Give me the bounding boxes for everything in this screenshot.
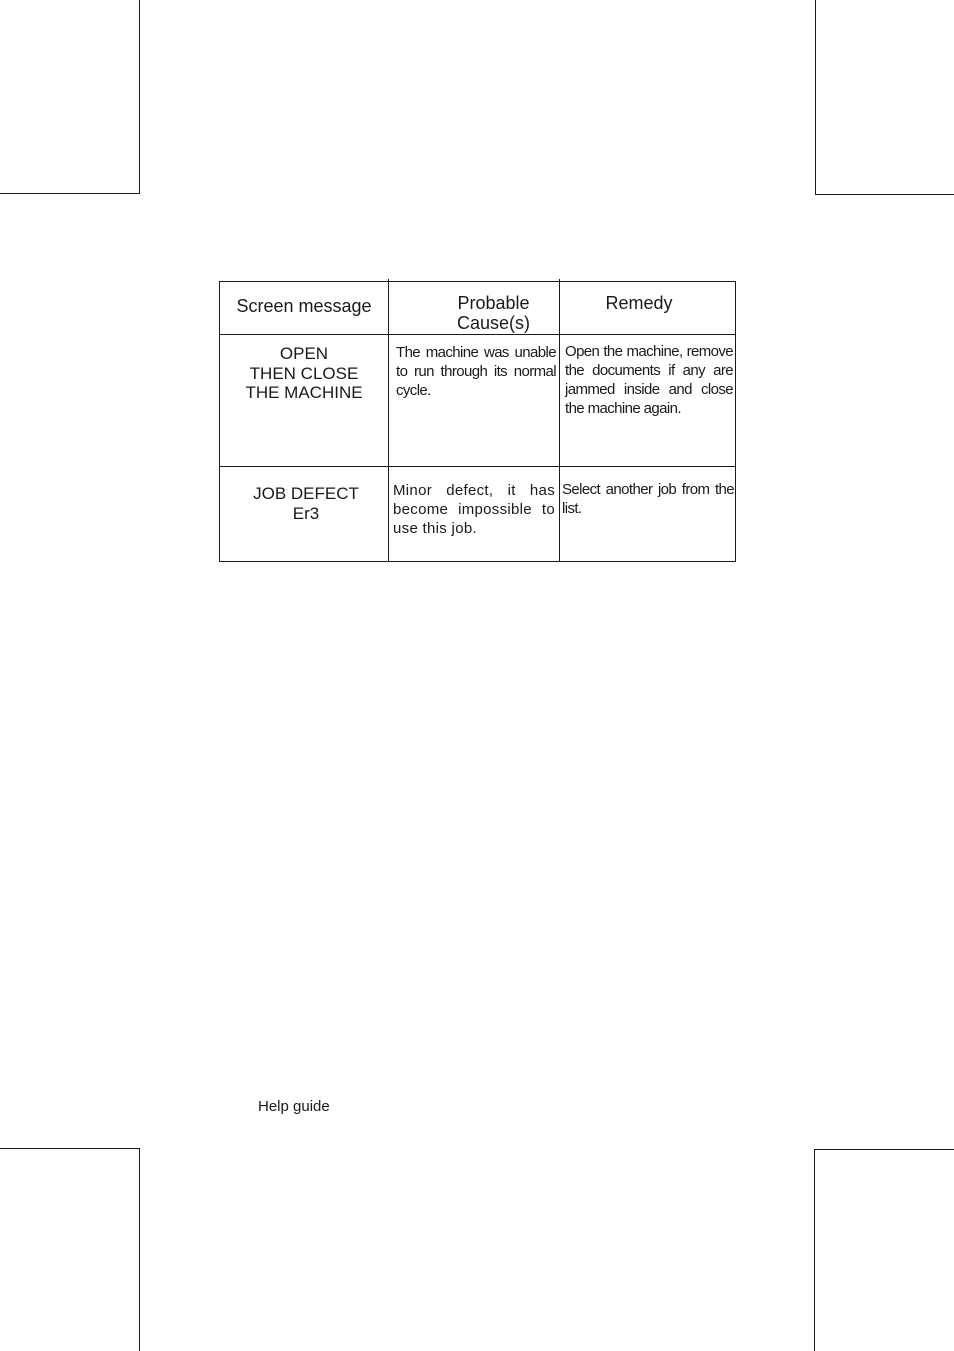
crop-mark-top-right-vertical bbox=[815, 0, 816, 194]
row-divider bbox=[219, 466, 735, 467]
crop-mark-bottom-left-horizontal bbox=[0, 1148, 140, 1149]
footer-label: Help guide bbox=[258, 1098, 330, 1115]
row-1-screen-message bbox=[220, 344, 388, 403]
header-probable-causes-line1: Probable bbox=[457, 293, 530, 313]
row-2-probable-cause bbox=[393, 481, 555, 538]
row-2-screen-message bbox=[222, 484, 390, 523]
row-1-cause-text: The machine was unable to run through its normal cycle. bbox=[396, 344, 556, 399]
row-1-remedy bbox=[565, 342, 733, 418]
row-1-message-line: OPEN bbox=[279, 344, 329, 363]
crop-mark-top-left-horizontal bbox=[0, 193, 140, 194]
header-probable-causes bbox=[426, 293, 561, 333]
row-1-probable-cause bbox=[396, 343, 556, 400]
row-2-message-line: JOB DEFECT bbox=[253, 484, 359, 503]
row-divider bbox=[220, 334, 735, 335]
crop-mark-bottom-right-vertical bbox=[814, 1149, 815, 1351]
crop-mark-bottom-left-vertical bbox=[139, 1148, 140, 1351]
row-1-remedy-text: Open the machine, remove the documents if any are jammed inside and close the machine again. bbox=[565, 343, 733, 417]
header-remedy-text: Remedy bbox=[605, 293, 673, 313]
row-1-message-line: THE MACHINE bbox=[245, 383, 363, 402]
troubleshooting-table bbox=[219, 281, 736, 562]
crop-mark-bottom-right-horizontal bbox=[814, 1149, 954, 1150]
header-screen-message bbox=[220, 296, 388, 317]
row-1-message-line: THEN CLOSE bbox=[249, 363, 359, 383]
row-2-message-line: Er3 bbox=[292, 503, 320, 523]
header-screen-message-text: Screen message bbox=[236, 296, 372, 316]
row-2-cause-text: Minor defect, it has become impossible to use this job. bbox=[393, 482, 555, 537]
crop-mark-top-left-vertical bbox=[139, 0, 140, 193]
row-2-remedy-text: Select another job from the list. bbox=[562, 481, 734, 517]
header-probable-causes-line2: Cause(s) bbox=[456, 313, 531, 333]
header-remedy bbox=[560, 293, 718, 314]
crop-mark-top-right-horizontal bbox=[815, 194, 954, 195]
row-2-remedy bbox=[562, 480, 734, 518]
